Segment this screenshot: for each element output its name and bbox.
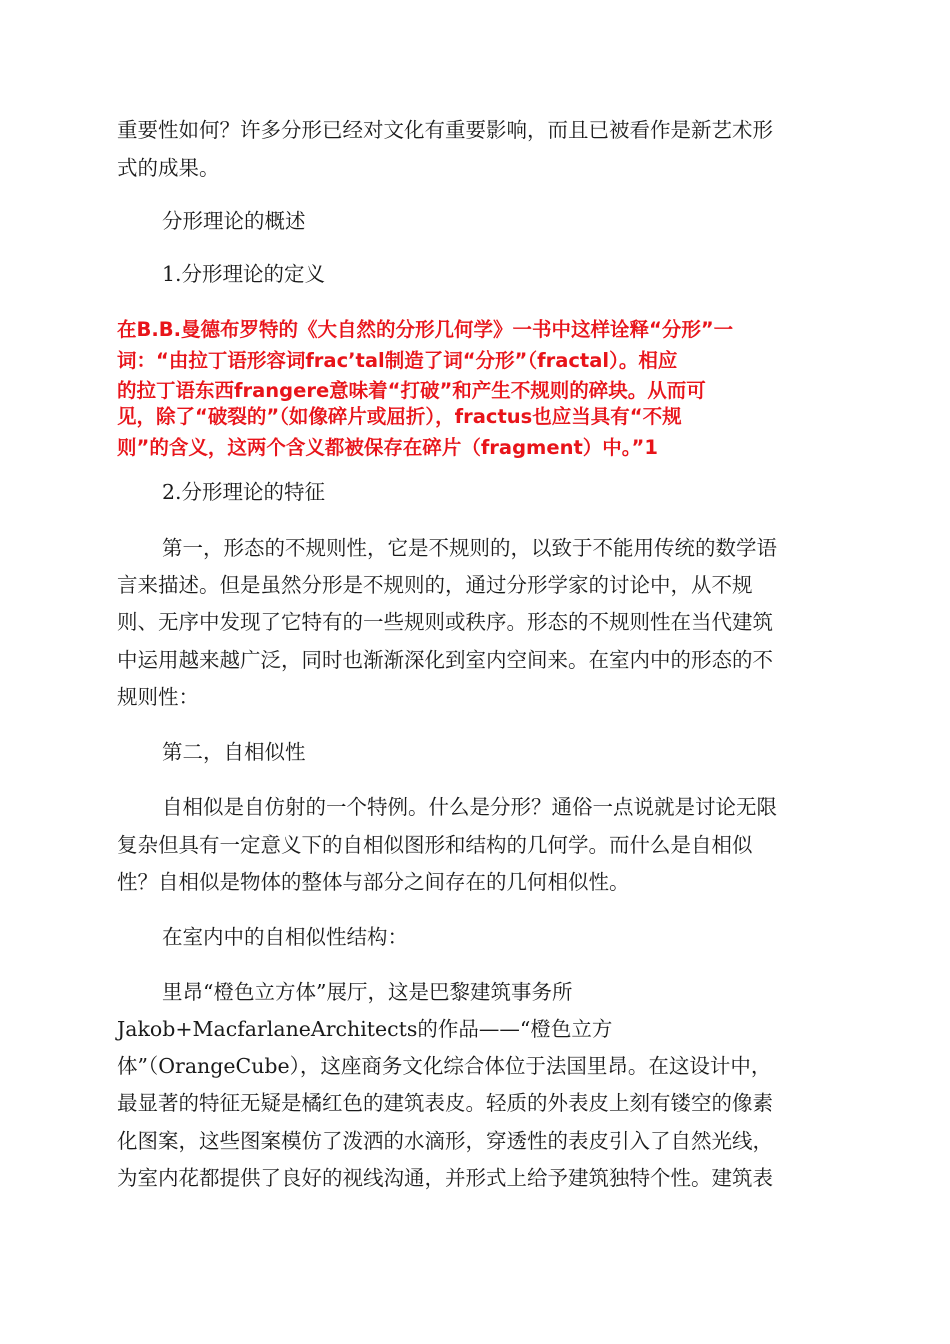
text-line: 第二，自相似性 [162,740,306,764]
text-line: 为室内花都提供了良好的视线沟通，并形式上给予建筑独特个性。建筑表 [117,1166,773,1190]
text-line: 中运用越来越广泛，同时也渐渐深化到室内空间来。在室内中的形态的不 [117,648,773,672]
text-line: 则、无序中发现了它特有的一些规则或秩序。形态的不规则性在当代建筑 [117,610,773,634]
quote-line: 在B.B.曼德布罗特的《大自然的分形几何学》一书中这样诠释“分形”一 [117,318,734,341]
quote-line: 的拉丁语东西frangere意味着“打破”和产生不规则的碎块。从而可 [117,379,706,402]
text-line: 第一，形态的不规则性，它是不规则的，以致于不能用传统的数学语 [162,536,777,560]
text-line: 规则性： [117,685,199,709]
text-line: 自相似是自仿射的一个特例。什么是分形？通俗一点说就是讨论无限 [162,795,777,819]
section-heading: 分形理论的概述 [162,209,306,233]
text-line: 化图案，这些图案模仿了泼洒的水滴形，穿透性的表皮引入了自然光线， [117,1129,773,1153]
text-line: Jakob+MacfarlaneArchitects的作品——“橙色立方 [117,1017,613,1041]
text-line: 言来描述。但是虽然分形是不规则的，通过分形学家的讨论中，从不规 [117,573,753,597]
text-line: 重要性如何？许多分形已经对文化有重要影响，而且已被看作是新艺术形 [117,118,773,142]
text-line: 里昂“橙色立方体”展厅，这是巴黎建筑事务所 [162,980,573,1004]
text-line: 性？自相似是物体的整体与部分之间存在的几何相似性。 [117,870,630,894]
text-line: 式的成果。 [117,156,220,180]
quote-line: 词：“由拉丁语形容词frac’tal制造了词“分形”（fractal）。相应 [117,349,678,372]
text-line: 复杂但具有一定意义下的自相似图形和结构的几何学。而什么是自相似 [117,833,753,857]
text-line: 在室内中的自相似性结构： [162,925,408,949]
subsection-heading: 1.分形理论的定义 [162,262,326,286]
quote-line: 则”的含义，这两个含义都被保存在碎片（fragment）中。”1 [117,436,658,459]
subsection-heading: 2.分形理论的特征 [162,480,326,504]
text-line: 体”（OrangeCube），这座商务文化综合体位于法国里昂。在这设计中， [117,1054,772,1078]
text-line: 最显著的特征无疑是橘红色的建筑表皮。轻质的外表皮上刻有镂空的像素 [117,1091,773,1115]
quote-line: 见，除了“破裂的”（如像碎片或屈折），fractus也应当具有“不规 [117,405,682,428]
